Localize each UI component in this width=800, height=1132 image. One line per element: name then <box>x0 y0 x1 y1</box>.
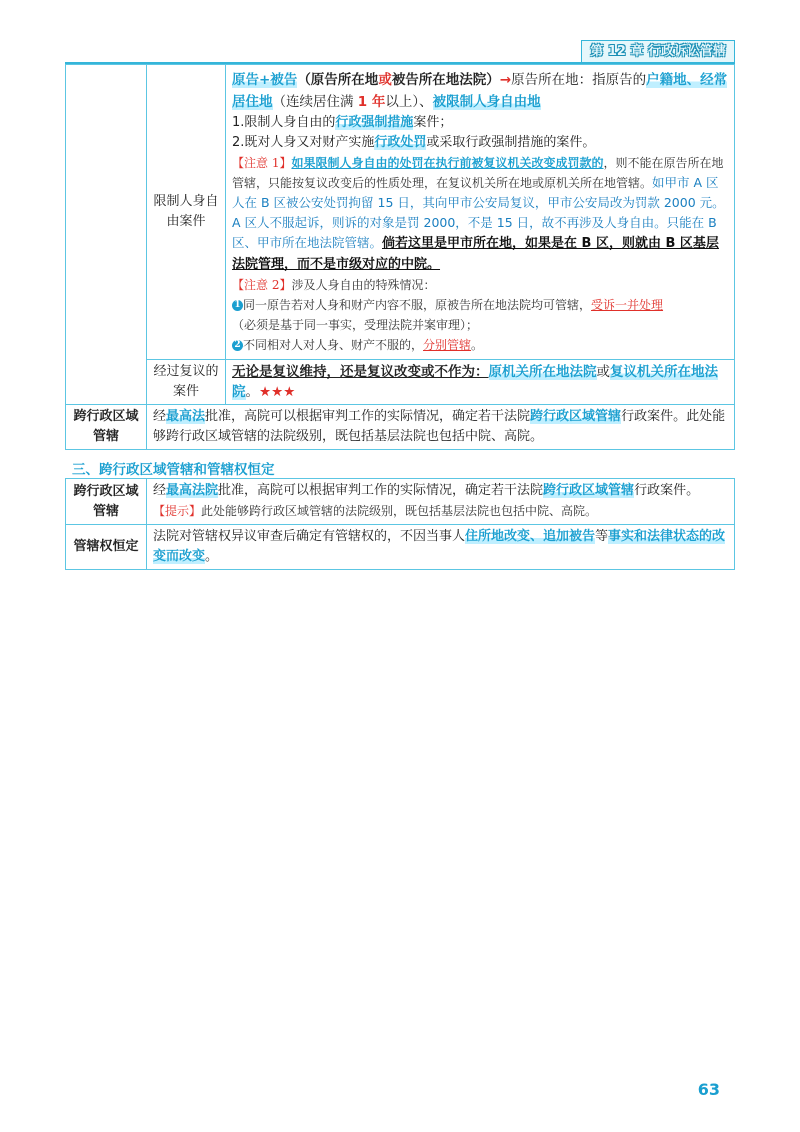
tip-tag: 【提示】 <box>153 504 202 518</box>
text: 经 <box>153 483 167 498</box>
section3-table <box>65 478 735 570</box>
text: （连续居住满 <box>272 94 358 110</box>
arrow-icon: → <box>499 72 512 88</box>
table-row <box>66 65 735 360</box>
text: 户籍地、经常居住地 <box>232 72 728 110</box>
text: 原机关所在地法院 <box>488 364 597 380</box>
text: 等 <box>595 529 609 544</box>
number-2-icon: 2 <box>232 340 243 351</box>
text: 行政强制措施 <box>335 115 414 130</box>
number-1-icon: 1 <box>232 300 243 311</box>
cross-content <box>147 405 735 450</box>
row-label-cross <box>66 405 147 450</box>
text: 2.既对人身又对财产实施 <box>232 135 375 150</box>
star-icon: ★★★ <box>259 384 296 400</box>
text: 被告所在地法院） <box>391 72 500 88</box>
text: ，则不能在原告所在地管辖，只能按复议改变后的性质处理，在复议机关所在地或原机关所在地管辖。 <box>232 156 724 190</box>
row-label-text: 跨行政区域管辖 <box>73 483 139 519</box>
text: 住所地改变、追加被告 <box>465 529 596 544</box>
text: （原告所在地 <box>297 72 379 88</box>
text: （必须是基于同一事实，受理法院并案审理）； <box>232 318 479 332</box>
row-label-text: 限制人身自由案件 <box>153 194 219 229</box>
page-number: 63 <box>697 1080 720 1099</box>
restrict-item-2 <box>232 133 728 153</box>
note-tag: 【注意 1】 <box>232 156 292 170</box>
text: 原告所在地：指原告的 <box>511 72 647 88</box>
text: 。 <box>205 549 219 564</box>
text: 行政案件。 <box>634 483 700 498</box>
text: 受诉一并处理 <box>591 298 664 312</box>
text: 如甲市 A 区人在 B 区被公安处罚拘留 15 日，其向甲市公安局复议，甲市公安局改为罚款 2000 元。A 区人不服起诉，则诉的对象是罚 2000，不是 15 日，故不再涉及人身自由。只能在 B 区、甲市所在地法院管辖。 <box>232 175 725 250</box>
text: 或 <box>378 72 392 88</box>
text: 。 <box>471 338 484 352</box>
note-tag: 【注意 2】 <box>232 278 292 292</box>
text: 批准，高院可以根据审判工作的实际情况，确定若干法院 <box>205 409 531 424</box>
text: 分别管辖 <box>423 338 472 352</box>
jurisdiction-table <box>65 64 735 450</box>
text: 或 <box>596 364 610 380</box>
text: 最高法 <box>166 409 206 424</box>
text: 无论是复议维持，还是复议改变或不作为： <box>232 364 489 380</box>
row-label-cross <box>66 479 147 525</box>
text: 跨行政区域管辖 <box>543 483 635 498</box>
note-1 <box>232 153 728 275</box>
text: 复议机关所在地法院 <box>232 364 718 400</box>
text: 不同相对人对人身、财产不服的， <box>243 338 424 352</box>
cross-content <box>147 479 735 525</box>
text: 1.限制人身自由的 <box>232 115 336 130</box>
row-label-text: 经过复议的案件 <box>153 364 219 399</box>
text: 。 <box>245 384 259 400</box>
text: 跨行政区域管辖 <box>530 409 622 424</box>
text: 被限制人身自由地 <box>432 94 541 110</box>
text: 此处能够跨行政区域管辖的法院级别，既包括基层法院也包括中院、高院。 <box>201 504 598 518</box>
table-row <box>66 360 735 405</box>
fixed-content <box>147 525 735 570</box>
text: 原告+被告 <box>232 72 298 88</box>
restrict-rule <box>232 69 728 113</box>
table-row <box>66 525 735 570</box>
text: 行政处罚 <box>374 135 427 150</box>
text: 最高法院 <box>166 483 219 498</box>
row-label-restrict <box>147 65 226 360</box>
section-title: 三、跨行政区域管辖和管辖权恒定 <box>72 462 275 478</box>
row-label-fixed <box>66 525 147 570</box>
text: 案件； <box>413 115 453 130</box>
row-label-text: 跨行政区域管辖 <box>73 409 139 444</box>
text: 批准，高院可以根据审判工作的实际情况，确定若干法院 <box>218 483 544 498</box>
restrict-content <box>226 65 735 360</box>
note-2-case-2 <box>232 335 728 355</box>
row-label-review <box>147 360 226 405</box>
text: 倘若这里是甲市所在地，如果是在 B 区，则就由 B 区基层法院管理，而不是市级对应的中院。 <box>232 236 719 272</box>
restrict-item-1 <box>232 113 728 133</box>
text: 以上）、 <box>385 94 433 110</box>
review-content <box>226 360 735 405</box>
text: 事实和法律状态的改变而改变 <box>153 529 726 564</box>
text: 经 <box>153 409 167 424</box>
text: 1 年 <box>357 94 386 110</box>
text: 法院对管辖权异议审查后确定有管辖权的，不因当事人 <box>153 529 466 544</box>
empty-category-cell <box>66 65 147 405</box>
text: 同一原告若对人身和财产内容不服，原被告所在地法院均可管辖， <box>243 298 592 312</box>
table-row <box>66 479 735 525</box>
text: 涉及人身自由的特殊情况： <box>291 278 436 292</box>
note-2-case-1 <box>232 295 728 335</box>
text: 行政案件。此处能够跨行政区域管辖的法院级别，既包括基层法院也包括中院、高院。 <box>153 409 726 444</box>
text: 或采取行政强制措施的案件。 <box>426 135 596 150</box>
row-label-text: 管辖权恒定 <box>73 539 139 554</box>
chapter-tab: 第 12 章 行政诉讼管辖 <box>581 40 735 63</box>
table-row <box>66 405 735 450</box>
text: 如果限制人身自由的处罚在执行前被复议机关改变成罚款的 <box>291 156 604 170</box>
note-2 <box>232 275 728 295</box>
